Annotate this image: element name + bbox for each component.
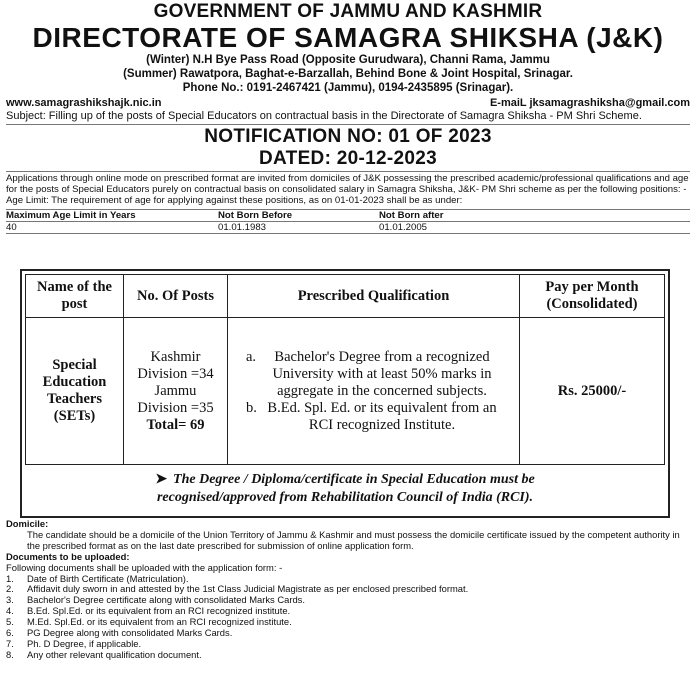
subject-line: Subject: Filling up of the posts of Special Educators on contractual basis in the Directorate of Samagra Shiksha - PM Shri Scheme. — [6, 110, 642, 122]
header-qualification: Prescribed Qualification — [228, 275, 520, 318]
header-no-of-posts: No. Of Posts — [124, 275, 228, 318]
age-col-not-after: Not Born after — [379, 209, 444, 221]
list-item: 2. Affidavit duly sworn in and attested by the 1st Class Judicial Magistrate as per enclosed prescribed format. — [6, 583, 469, 595]
email-link[interactable]: E-maiL jksamagrashiksha@gmail.com — [489, 97, 690, 109]
age-col-not-before: Not Born Before — [218, 209, 293, 221]
not-born-after-value: 01.01.2005 — [379, 221, 428, 233]
qualification-list — [228, 318, 520, 465]
age-table-header — [6, 209, 690, 222]
intro-paragraph: Applications through online mode on prescribed format are invited from domiciles of J&K possessing the prescribed academic/professional qualifications and age for the posts of Special Educators purely on contractual basis on consolidated salary in Samagra Shiksha, J&K- PM Shri scheme as per the following positions: - — [6, 173, 689, 196]
age-limit-line: Age Limit: The requirement of age for applying against these positions, as on 01-01-2023 shall be as under: — [6, 195, 463, 207]
documents-intro: Following documents shall be uploaded with the application form: - — [6, 561, 283, 573]
documents-heading: Documents to be uploaded: — [6, 550, 130, 562]
post-name: Special Education Teachers (SETs) — [26, 318, 124, 465]
posts-table-row — [26, 318, 665, 465]
lower-section — [6, 519, 690, 661]
list-item: 5. M.Ed. Spl.Ed. or its equivalent from an RCI recognized institute. — [6, 616, 292, 628]
rci-note: ➤ The Degree / Diploma/certificate in Special Education must be recognised/approved from Rehabilitation Council of India (RCI). — [155, 472, 535, 505]
list-item: 1. Date of Birth Certificate (Matriculation). — [6, 572, 189, 584]
divider — [6, 171, 690, 172]
list-item: 3. Bachelor's Degree certificate along with consolidated Marks Cards. — [6, 594, 305, 606]
list-item: 7. Ph. D Degree, if applicable. — [6, 637, 142, 649]
letterhead — [0, 2, 696, 110]
not-born-before-value: 01.01.1983 — [218, 221, 267, 233]
age-table — [6, 209, 690, 234]
domicile-text: The candidate should be a domicile of the Union Territory of Jammu & Kashmir and must possess the domicile certificate issued by the competent authority in the prescribed format as on the last date prescribed for submission of online application form. — [27, 528, 680, 551]
domicile-heading: Domicile: — [6, 518, 49, 529]
arrow-bullet-icon: ➤ — [155, 472, 168, 487]
address-summer: (Summer) Rawatpora, Baghat-e-Barzallah, Behind Bone & Joint Hospital, Srinagar. — [123, 68, 573, 80]
website-link[interactable]: www.samagrashikshajk.nic.in — [6, 97, 162, 109]
list-item: 6. PG Degree along with consolidated Marks Cards. — [6, 627, 233, 639]
address-winter: (Winter) N.H Bye Pass Road (Opposite Gurudwara), Channi Rama, Jammu — [146, 54, 550, 66]
directorate-title: DIRECTORATE OF SAMAGRA SHIKSHA (J&K) — [32, 22, 664, 53]
posts-box — [20, 269, 670, 518]
phone-numbers: Phone No.: 0191-2467421 (Jammu), 0194-2435895 (Srinagar). — [182, 82, 514, 94]
pay-value: Rs. 25000/- — [520, 318, 665, 465]
qualification-item: a. Bachelor's Degree from a recognized University with at least 50% marks in aggregate in the concerned subjects. — [246, 348, 492, 399]
age-table-row — [6, 222, 690, 234]
government-title: GOVERNMENT OF JAMMU AND KASHMIR — [153, 1, 543, 22]
qualification-item: b. B.Ed. Spl. Ed. or its equivalent from an RCI recognized Institute. — [246, 399, 497, 433]
no-of-posts: Kashmir Division =34 Jammu Division =35 Total= 69 — [124, 318, 228, 465]
header-post-name: Name of the post — [26, 275, 124, 318]
divider — [6, 124, 690, 125]
notification-date: DATED: 20-12-2023 — [259, 148, 437, 169]
list-item: 8. Any other relevant qualification document. — [6, 648, 202, 660]
notification-number: NOTIFICATION NO: 01 OF 2023 — [204, 126, 492, 147]
list-item: 4. B.Ed. Spl.Ed. or its equivalent from an RCI recognized institute. — [6, 605, 291, 617]
age-max-value: 40 — [6, 221, 17, 233]
age-col-max: Maximum Age Limit in Years — [6, 209, 136, 221]
header-pay: Pay per Month (Consolidated) — [520, 275, 665, 318]
posts-table — [25, 274, 665, 465]
posts-table-header — [26, 275, 665, 318]
